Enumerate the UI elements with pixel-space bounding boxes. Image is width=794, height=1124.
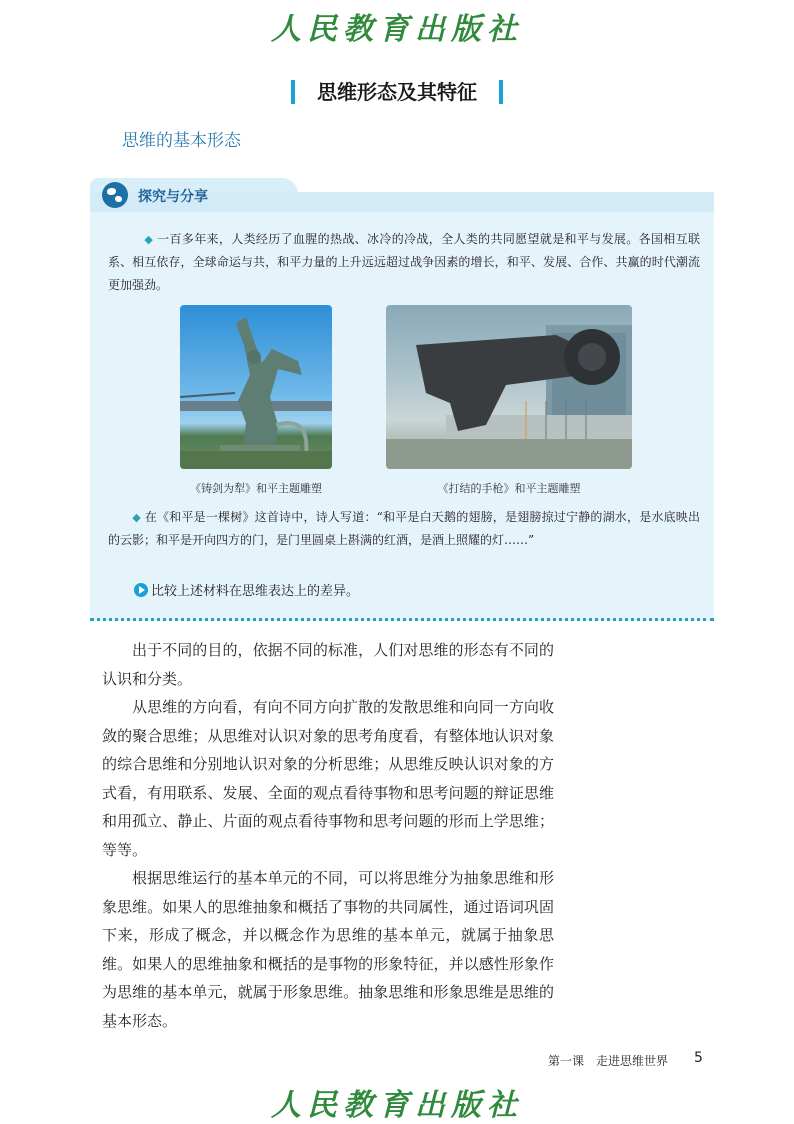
sculpture-swords-illustration (180, 305, 332, 469)
explore-label: 探究与分享 (138, 189, 208, 205)
explore-question-text: 比较上述材料在思维表达上的差异。 (151, 584, 360, 599)
diamond-icon: ◆ (144, 233, 154, 246)
explore-paragraph-2 (108, 506, 700, 552)
globe-icon (102, 182, 128, 208)
body-text (102, 636, 554, 1035)
section-title: 思维的基本形态 (122, 131, 241, 151)
explore-paragraph-1 (108, 228, 700, 297)
explore-question (134, 580, 359, 599)
publisher-logo-top: 人民教育出版社 (271, 12, 523, 47)
publisher-logo-bottom: 人民教育出版社 (271, 1088, 523, 1123)
body-paragraph-2: 从思维的方向看，有向不同方向扩散的发散思维和向同一方向收敛的聚合思维；从思维对认识对象的思考角度看，有整体地认识对象的综合思维和分别地认识对象的分析思维；从思维反映认识对象的方式看，有用联系、发展、全面的观点看待事物和思考问题的辩证思维和用孤立、静止、片面的观点看待事物和思考问题的形而上学思维；等等。 (102, 698, 554, 859)
sculpture-knotted-gun-illustration (386, 305, 632, 469)
explore-paragraph-2-text: 在《和平是一棵树》这首诗中，诗人写道：“和平是白天鹅的翅膀，是翅膀掠过宁静的湖水，是水底映出的云影；和平是开向四方的门，是门里圆桌上斟满的红酒，是酒上照耀的灯……” (108, 510, 700, 547)
play-icon (134, 583, 148, 597)
caption-swords-to-plowshares: 《铸剑为犁》和平主题雕塑 (190, 482, 322, 495)
lesson-title-text: 思维形态及其特征 (317, 80, 477, 104)
body-paragraph-1: 出于不同的目的，依据不同的标准，人们对思维的形态有不同的认识和分类。 (102, 641, 554, 688)
title-bar-left (291, 80, 295, 104)
sculpture-photo-knotted-gun (386, 305, 632, 469)
title-bar-right (499, 80, 503, 104)
sculpture-photo-swords-to-plowshares (180, 305, 332, 469)
footer-lesson: 第一课 走进思维世界 (548, 1054, 669, 1068)
page-number: 5 (694, 1050, 703, 1066)
lesson-title (0, 76, 794, 106)
body-paragraph-3: 根据思维运行的基本单元的不同，可以将思维分为抽象思维和形象思维。如果人的思维抽象和概括了事物的共同属性，通过语词巩固下来，形成了概念，并以概念作为思维的基本单元，就属于抽象思维。如果人的思维抽象和概括的是事物的形象特征，并以感性形象作为思维的基本单元，就属于形象思维。抽象思维和形象思维是思维的基本形态。 (102, 869, 554, 1030)
caption-knotted-gun: 《打结的手枪》和平主题雕塑 (437, 482, 581, 495)
diamond-icon: ◆ (132, 511, 141, 524)
explore-paragraph-1-text: 一百多年来，人类经历了血腥的热战、冰冷的冷战，全人类的共同愿望就是和平与发展。各国相互联系、相互依存，全球命运与共，和平力量的上升远远超过战争因素的增长，和平、发展、合作、共赢的时代潮流更加强劲。 (108, 232, 700, 292)
